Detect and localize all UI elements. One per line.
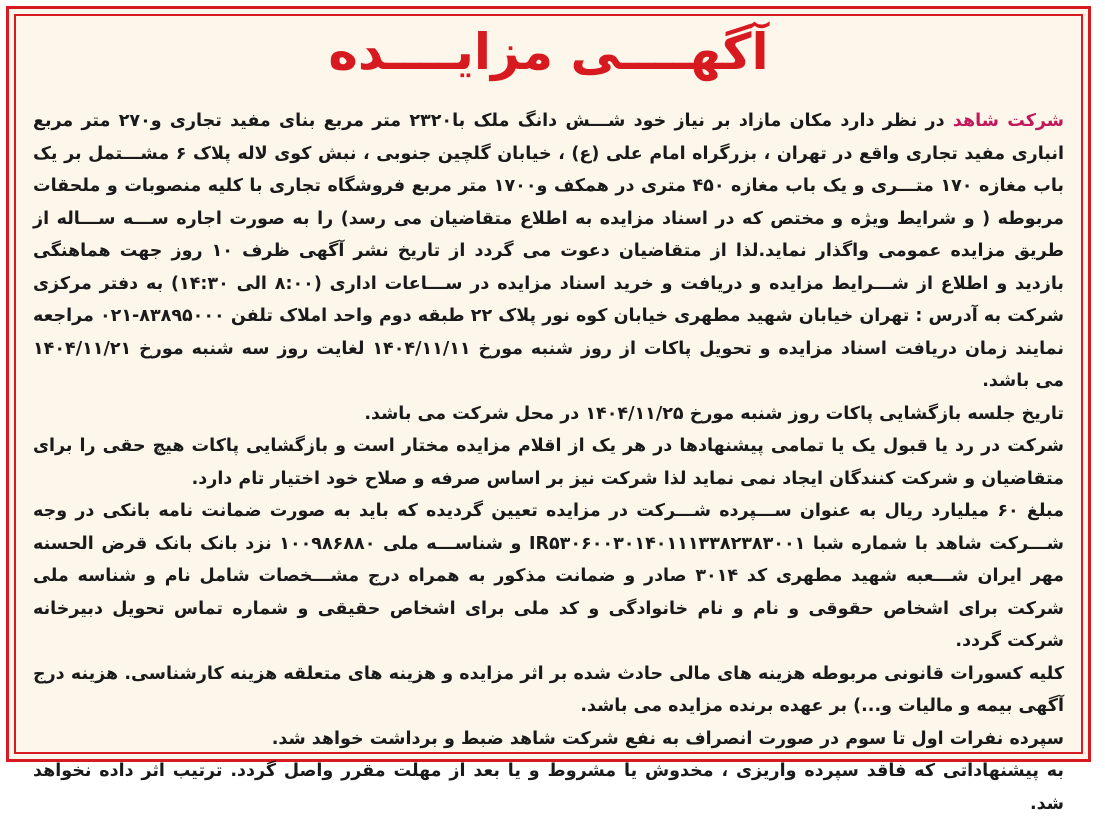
intro-text: در نظر دارد مکان مازاد بر نیاز خود شـــش دانگ ملک با۲۳۲۰ متر مربع بنای مفید تجاری و۲۷۰ متر مربع انباری مفید تجاری واقع در تهران ، بزرگراه امام علی (ع) ، خیابان گلچین جنوبی ، نبش کوی لاله پلاک ۶ مشـــتمل بر یک باب مغازه ۱۷۰ متـــری و یک باب مغازه ۴۵۰ متری در همکف و۱۷۰۰ متر مربع فروشگاه تجاری با کلیه منصوبات و ملحقات مربوطه ( و شرایط ویژه و مختص که در اسناد مزایده به اطلاع متقاضیان می رسد) را به صورت اجاره ســـه ســـاله از طریق مزایده عمومی واگذار نماید.لذا از متقاضیان دعوت می گردد از تاریخ نشر آگهی ظرف ۱۰ روز جهت هماهنگی بازدید و اطلاع از شـــرایط مزایده و دریافت و خرید اسناد مزایده در ســـاعات اداری (۸:۰۰ الی ۱۴:۳۰) به دفتر مرکزی شرکت به آدرس : تهران خیابان شهید مطهری خیابان کوه نور پلاک ۲۲ طبقه دوم واحد املاک تلفن ۸۳۸۹۵۰۰۰-۰۲۱ مراجعه نمایند زمان دریافت اسناد مزایده و تحویل پاکات از روز شنبه مورخ ۱۴۰۴/۱۱/۱۱ لغایت روز سه شنبه مورخ ۱۴۰۴/۱۱/۲۱ می باشد. xyxy=(33,111,1065,391)
notice-frame xyxy=(6,6,1091,814)
notice-paragraph-rights: شرکت در رد یا قبول یک یا تمامی پیشنهادها در هر یک از اقلام مزایده مختار است و بازگشایی پاکات هیچ حقی را برای متقاضیان و شرکت کنندگان ایجاد نمی نماید لذا شرکت نیز بر اساس صرفه و صلاح خود اختیار تام دارد. xyxy=(33,436,1064,489)
notice-paragraph-forfeit: سپرده نفرات اول تا سوم در صورت انصراف به نفع شرکت شاهد ضبط و برداشت خواهد شد. xyxy=(271,728,1064,749)
notice-body xyxy=(33,105,1064,820)
notice-paragraph-deposit: مبلغ ۶۰ میلیارد ریال به عنوان ســـپرده شـــرکت در مزایده تعیین گردیده که باید به صورت ضمانت نامه بانکی در وجه شـــرکت شاهد با شماره شبا IR۵۳۰۶۰۰۳۰۱۴۰۱۱۱۳۳۸۲۳۸۳۰۰۱ و شناســـه ملی ۱۰۰۹۸۶۸۸۰ نزد بانک بانک قرض الحسنه مهر ایران شـــعبه شهید مطهری کد ۳۰۱۴ صادر و ضمانت مذکور به همراه درج مشـــخصات شامل نام و شناسه ملی شرکت برای اشخاص حقوقی و نام و نام خانوادگی و کد ملی برای اشخاص حقیقی و شماره تماس تحویل دبیرخانه شرکت گردد. xyxy=(33,501,1065,651)
notice-title: آگهــــی مزایــــده xyxy=(328,23,769,81)
notice-paragraph-costs: کلیه کسورات قانونی مربوطه هزینه های مالی حادث شده بر اثر مزایده و هزینه های متعلقه هزینه کارشناسی. هزینه درج آگهی بیمه و مالیات و...) بر عهده برنده مزایده می باشد. xyxy=(33,663,1064,716)
company-name: شرکت شاهد xyxy=(952,111,1065,131)
notice-paragraph-opening-date: تاریخ جلسه بازگشایی پاکات روز شنبه مورخ ۱۴۰۴/۱۱/۲۵ در محل شرکت می باشد. xyxy=(364,403,1064,424)
notice-paragraph-invalid-bids: به پیشنهاداتی که فاقد سپرده واریزی ، مخدوش یا مشروط و یا بعد از مهلت مقرر واصل گردد. ترتیب اثر داده نخواهد شد. xyxy=(33,761,1064,814)
notice-paragraph-intro xyxy=(33,105,1064,398)
